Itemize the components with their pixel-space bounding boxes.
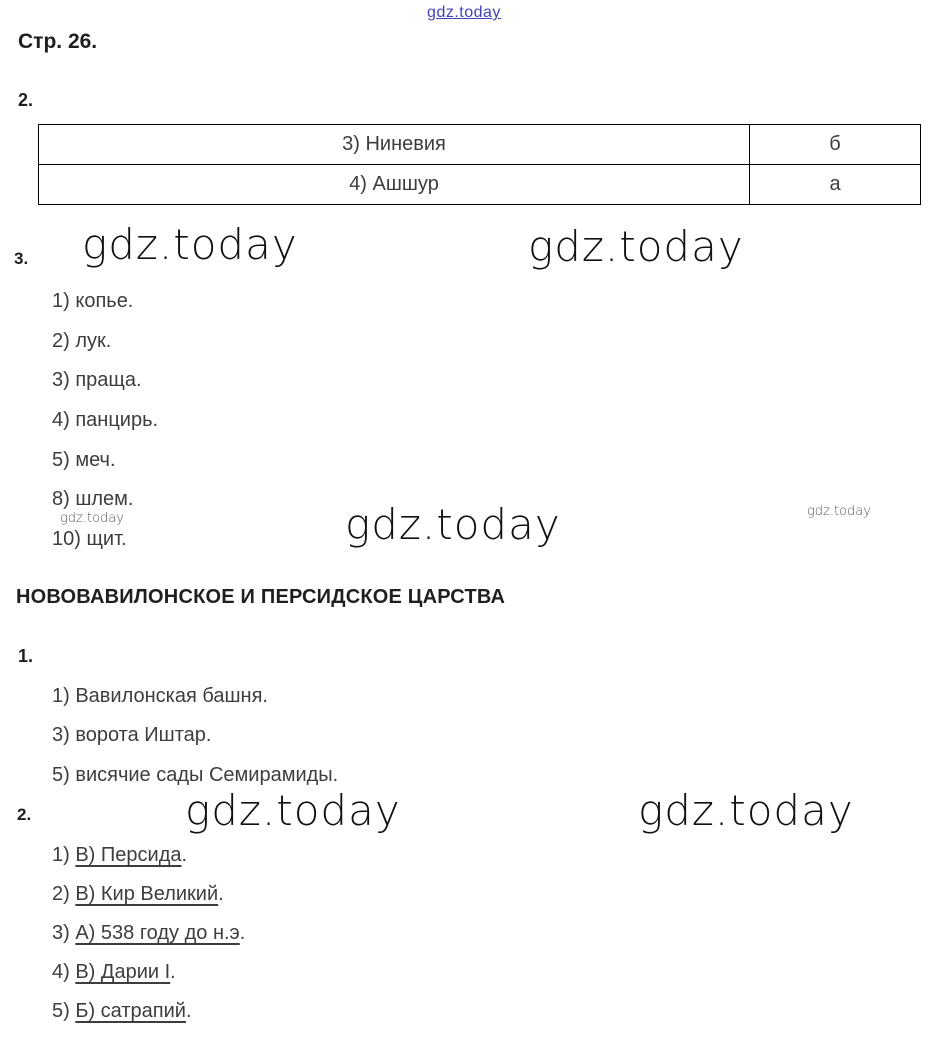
question-cell: 4) Ашшур: [39, 165, 750, 205]
table-row: [39, 165, 921, 205]
answer-underlined: В) Дарии I: [75, 961, 171, 983]
item-suffix: .: [185, 1000, 192, 1022]
item-prefix: 3): [52, 922, 76, 944]
list-item: 1) копье.: [52, 290, 134, 312]
gdz-watermark-small: gdz.today: [60, 511, 124, 526]
item-suffix: .: [239, 922, 246, 944]
gdz-watermark: gdz.today: [185, 786, 401, 835]
list-item: [52, 875, 245, 914]
answer-underlined: Б) сатрапий: [75, 1000, 186, 1022]
list-item: 5) меч.: [52, 448, 116, 471]
list-item: 3) ворота Иштар.: [52, 724, 212, 747]
table-row: [39, 125, 921, 165]
task-1-number: 1.: [18, 646, 34, 666]
answer-underlined: В) Персида: [75, 844, 182, 866]
list-item: [52, 836, 245, 875]
list-item: [52, 914, 245, 953]
gdz-watermark: gdz.today: [638, 786, 854, 835]
list-item: [52, 992, 245, 1031]
item-prefix: 5): [52, 1000, 76, 1022]
answer-cell: б: [750, 125, 921, 165]
site-watermark-link[interactable]: gdz.today: [427, 4, 501, 21]
list-item: 5) висячие сады Семирамиды.: [52, 763, 339, 786]
gdz-watermark: gdz.today: [82, 220, 298, 269]
task-2b-answer-list: [52, 836, 245, 1031]
list-item: 10) щит.: [52, 528, 127, 551]
task-2-number: 2.: [18, 90, 34, 110]
page-title: Стр. 26.: [18, 30, 98, 53]
list-item: 1) Вавилонская башня.: [52, 685, 268, 707]
chapter-heading: НОВОВАВИЛОНСКОЕ И ПЕРСИДСКОЕ ЦАРСТВА: [16, 586, 506, 608]
item-prefix: 4): [52, 961, 76, 983]
gdz-watermark: gdz.today: [345, 500, 561, 549]
task-3-number: 3.: [14, 249, 29, 268]
gdz-watermark-small: gdz.today: [807, 504, 871, 519]
task-2b-number: 2.: [17, 805, 32, 824]
gdz-watermark: gdz.today: [528, 222, 744, 271]
list-item: 2) лук.: [52, 329, 112, 352]
list-item: 3) праща.: [52, 369, 142, 392]
task-1-answer-list: [52, 677, 338, 795]
item-suffix: .: [181, 844, 188, 866]
list-item: 8) шлем.: [52, 488, 134, 511]
answer-underlined: В) Кир Великий: [75, 883, 219, 905]
answer-underlined: А) 538 году до н.э: [75, 922, 240, 944]
list-item: [52, 953, 245, 992]
answer-cell: а: [750, 165, 921, 205]
answers-table: [38, 124, 921, 205]
item-suffix: .: [218, 883, 224, 905]
item-suffix: .: [170, 961, 176, 983]
item-prefix: 2): [52, 883, 76, 905]
list-item: 4) панцирь.: [52, 409, 159, 432]
question-cell: 3) Ниневия: [39, 125, 750, 165]
item-prefix: 1): [52, 844, 76, 866]
